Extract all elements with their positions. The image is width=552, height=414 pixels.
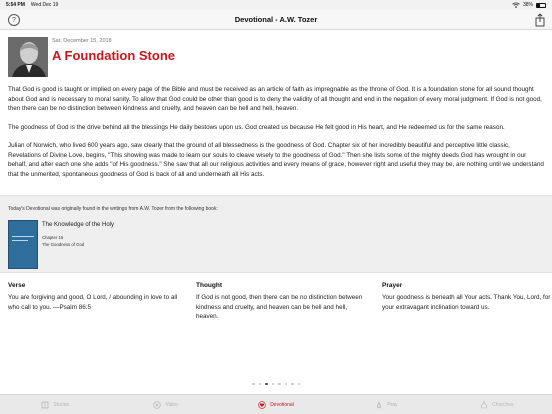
page-dot[interactable] [298, 383, 301, 386]
tab-stories[interactable] [0, 395, 110, 414]
devotional-columns [8, 282, 551, 332]
verse-column [8, 282, 182, 312]
status-date: Wed Dec 19 [30, 2, 59, 8]
article-paragraph: Julian of Norwich, who lived 600 years ago, saw clearly that the ground of all blessedness is the goodness of God. Chapter six of her incredibly beautiful and perceptive little classic, Revelations of Divine Love, begins, "This showing was made to learn our souls to cleave wisely to the goodness of God." Then she lists some of the mighty deeds God has wrought in our behalf, and after each one she adds "of His goodness." She saw that all our religious activities and every means of grace, however right and useful they may be, are nothing until we understand that the unmerited, spontaneous goodness of God is back of all and underneath all His acts. [8, 142, 544, 178]
book-cover[interactable] [8, 220, 38, 269]
page-dot[interactable] [285, 383, 288, 386]
tab-video[interactable] [110, 395, 220, 414]
status-left [6, 2, 58, 8]
tab-label: Churches [492, 401, 514, 408]
article-date: Sat, December 15, 2018 [52, 38, 112, 44]
prayer-column [382, 282, 552, 312]
help-button[interactable] [8, 14, 20, 26]
thought-heading: Thought [196, 282, 222, 289]
tab-churches[interactable] [442, 395, 552, 414]
article-paragraph: The goodness of God is the drive behind all the blessings He daily bestows upon us. God created us because He felt good in His heart, and He redeemed us for the same reason. [8, 123, 505, 131]
status-time: 5:54 PM [6, 2, 25, 8]
article-paragraph: That God is good is taught or implied on every page of the Bible and must be received as an article of faith as impregnable as the throne of God. It is a foundation stone for all sound thought about God and is necessary to moral sanity. To allow that God could be other than good is to deny the validity of all thought and end in the negation of every moral judgment. If God is not good, then there can be no distinction between kindness and cruelty, and heaven can be hell and hell, heaven. [8, 86, 542, 112]
thought-text: If God is not good, then there can be no distinction between kindness and cruelty, and heaven can be hell and hell, heaven. [196, 294, 363, 320]
page-dot[interactable] [252, 383, 255, 386]
praying-hands-icon [375, 401, 383, 409]
help-icon: ? [12, 16, 16, 24]
book-icon [41, 401, 49, 409]
battery-percent: 38% [522, 2, 533, 8]
page-indicator[interactable] [0, 381, 552, 387]
page-dot[interactable] [265, 383, 268, 386]
heart-icon [258, 401, 266, 409]
prayer-heading: Prayer [382, 282, 403, 289]
tab-devotional[interactable] [221, 395, 331, 414]
battery-icon [536, 3, 546, 8]
verse-heading: Verse [8, 282, 26, 289]
prayer-text: Your goodness is beneath all Your acts. Thank You, Lord, for your extravagant inclination toward us. [382, 294, 551, 311]
content-area[interactable] [0, 31, 552, 394]
article-body [8, 85, 544, 188]
author-portrait [8, 37, 48, 77]
article-header [8, 37, 544, 79]
status-right [512, 2, 546, 8]
book-cover-line [12, 240, 28, 241]
tab-label: Video [165, 401, 178, 408]
page-dot[interactable] [259, 383, 262, 386]
status-bar [0, 0, 552, 10]
church-icon [480, 401, 488, 409]
tab-label: Stories [53, 401, 69, 408]
book-cover-line [12, 236, 34, 237]
book-title[interactable]: The Knowledge of the Holy [42, 222, 115, 228]
book-chapter: Chapter 16 [42, 235, 64, 240]
page-dot[interactable] [291, 383, 294, 386]
share-icon[interactable] [534, 13, 546, 27]
nav-bar [0, 10, 552, 30]
page-dot[interactable] [272, 383, 275, 386]
tab-label: Pray [387, 401, 398, 408]
verse-text: You are forgiving and good, O Lord, / abounding in love to all who call to you. —Psalm 86:5 [8, 294, 178, 311]
play-icon [153, 401, 161, 409]
author-portrait-image [8, 37, 48, 77]
tab-bar [0, 394, 552, 414]
article-title: A Foundation Stone [52, 48, 175, 63]
nav-title: Devotional - A.W. Tozer [234, 15, 318, 24]
tab-label: Devotional [270, 401, 294, 408]
source-intro: Today's Devotional was originally found in the writings from A.W. Tozer from the following book: [8, 206, 218, 212]
source-book-panel [0, 195, 552, 273]
tab-pray[interactable] [331, 395, 441, 414]
book-chapter-title: The Goodness of God [42, 242, 85, 247]
wifi-icon [512, 2, 520, 8]
thought-column [196, 282, 370, 322]
page-dot[interactable] [278, 383, 281, 386]
